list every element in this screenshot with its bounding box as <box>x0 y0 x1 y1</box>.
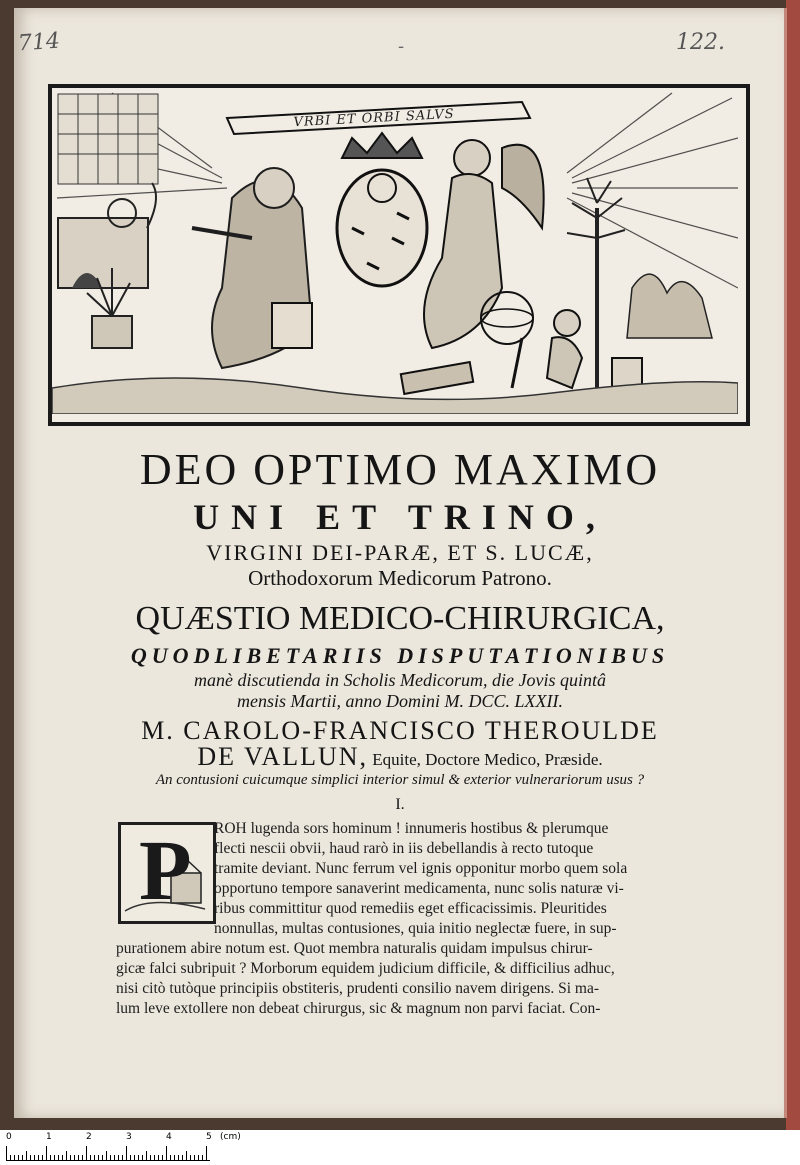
ruler-tick <box>86 1146 87 1160</box>
body-line: ribus committitur quod remediis eget efficacissimis. Pleuritides <box>214 900 607 917</box>
body-line: tramite deviant. Nunc ferrum vel ignis opponitur morbo quem sola <box>214 860 628 877</box>
title-deo-optimo-maximo: DEO OPTIMO MAXIMO <box>139 445 661 494</box>
ruler-tick <box>186 1151 187 1160</box>
body-line: lum leve extollere non debeat chirurgus, sic & magnum non parvi faciat. Con- <box>116 1000 601 1017</box>
ruler-tick <box>126 1146 127 1160</box>
ruler-tick <box>198 1155 199 1160</box>
margin-dash: - <box>398 36 405 57</box>
ruler-tick <box>94 1155 95 1160</box>
title-mensis: mensis Martii, anno Domini M. DCC. LXXII. <box>237 691 563 711</box>
ruler-tick <box>98 1155 99 1160</box>
title-praeses-name: M. CAROLO-FRANCISCO THEROULDE <box>141 716 659 745</box>
title-praeses-role: Equite, Doctore Medico, Præside. <box>368 750 603 769</box>
ruler-tick <box>10 1155 11 1160</box>
body-line: ROH lugenda sors hominum ! innumeris hostibus & plerumque <box>214 820 609 837</box>
ruler-tick <box>18 1155 19 1160</box>
ruler-tick <box>146 1151 147 1160</box>
ruler-number: 4 <box>166 1132 172 1142</box>
ruler-tick <box>202 1155 203 1160</box>
ruler-tick <box>170 1155 171 1160</box>
ruler-tick <box>130 1155 131 1160</box>
ruler-tick <box>50 1155 51 1160</box>
title-uni-et-trino: UNI ET TRINO, <box>193 497 607 537</box>
ruler-tick <box>118 1155 119 1160</box>
ruler-tick <box>42 1155 43 1160</box>
title-quaestio: QUÆSTIO MEDICO-CHIRURGICA, <box>135 600 665 637</box>
ruler-tick <box>138 1155 139 1160</box>
body-line: flecti nescii obvii, haud rarò in iis debellandis à recto tutoque <box>214 840 594 857</box>
ruler-tick <box>122 1155 123 1160</box>
margin-note-right: 122. <box>676 30 725 55</box>
title-discutienda: manè discutienda in Scholis Medicorum, die Jovis quintâ <box>194 670 606 690</box>
ruler-tick <box>34 1155 35 1160</box>
ruler-tick <box>158 1155 159 1160</box>
woodcut-illustration <box>48 84 750 426</box>
initial-letter: P <box>139 822 192 918</box>
ruler-tick <box>62 1155 63 1160</box>
ruler-tick <box>166 1146 167 1160</box>
body-line: gicæ falci subripuit ? Morborum equidem judicium difficile, & difficilius adhuc, <box>116 960 615 977</box>
ruler-tick <box>90 1155 91 1160</box>
ruler-tick <box>30 1155 31 1160</box>
ruler-tick <box>78 1155 79 1160</box>
ruler-tick <box>142 1155 143 1160</box>
ruler-tick <box>54 1155 55 1160</box>
question-line: An contusioni cuicumque simplici interior simul & exterior vulnerariorum usus ? <box>155 772 645 788</box>
title-praeses-line <box>0 742 800 772</box>
ruler-bar <box>6 1146 210 1161</box>
ruler-tick <box>38 1155 39 1160</box>
ruler-tick <box>102 1155 103 1160</box>
ruler-number: 1 <box>46 1132 52 1142</box>
ruler-tick <box>150 1155 151 1160</box>
ruler-tick <box>66 1151 67 1160</box>
ruler-tick <box>58 1155 59 1160</box>
ruler-tick <box>194 1155 195 1160</box>
ruler-tick <box>14 1155 15 1160</box>
ruler-tick <box>154 1155 155 1160</box>
ruler-tick <box>82 1155 83 1160</box>
woodcut-drawing <box>52 88 738 414</box>
ruler-number: 5 <box>206 1132 212 1142</box>
ruler-number: 3 <box>126 1132 132 1142</box>
body-line: purationem abire notum est. Quot membra naturalis quidam impulsus chirur- <box>116 940 593 957</box>
ruler-tick <box>110 1155 111 1160</box>
ruler-tick <box>182 1155 183 1160</box>
ruler-number: 0 <box>6 1132 12 1142</box>
ruler-tick <box>22 1155 23 1160</box>
motto-text: VRBI ET ORBI SALVS <box>293 106 455 131</box>
decorated-initial <box>118 822 216 924</box>
ruler-tick <box>162 1155 163 1160</box>
ruler-tick <box>134 1155 135 1160</box>
title-de-vallun: DE VALLUN, <box>197 742 369 771</box>
ruler-tick <box>26 1151 27 1160</box>
ruler-tick <box>106 1151 107 1160</box>
body-line: opportuno tempore sanaverint medicamenta, nunc solis naturæ vi- <box>214 880 624 897</box>
ruler-tick <box>178 1155 179 1160</box>
ruler-unit: (cm) <box>220 1132 241 1142</box>
ruler-tick <box>46 1146 47 1160</box>
body-line: nonnullas, multas contusiones, quia initio neglectæ fuere, in sup- <box>214 920 617 937</box>
ruler-tick <box>74 1155 75 1160</box>
title-virgini: VIRGINI DEI-PARÆ, ET S. LUCÆ, <box>206 540 594 565</box>
ruler-tick <box>206 1146 207 1160</box>
ruler-tick <box>174 1155 175 1160</box>
scale-ruler <box>0 1130 800 1165</box>
section-number: I. <box>395 796 405 813</box>
title-quodlibetariis: QUODLIBETARIIS DISPUTATIONIBUS <box>130 643 670 668</box>
ruler-number: 2 <box>86 1132 92 1142</box>
title-date-block <box>0 670 800 712</box>
ruler-tick <box>70 1155 71 1160</box>
title-patrono: Orthodoxorum Medicorum Patrono. <box>248 566 552 590</box>
body-line: nisi citò tutòque principiis obstiteris, prudenti consilio navem dirigens. Si ma- <box>116 980 600 997</box>
margin-note-left: 714 <box>17 28 61 57</box>
ruler-tick <box>6 1146 7 1160</box>
ruler-tick <box>190 1155 191 1160</box>
ruler-tick <box>114 1155 115 1160</box>
